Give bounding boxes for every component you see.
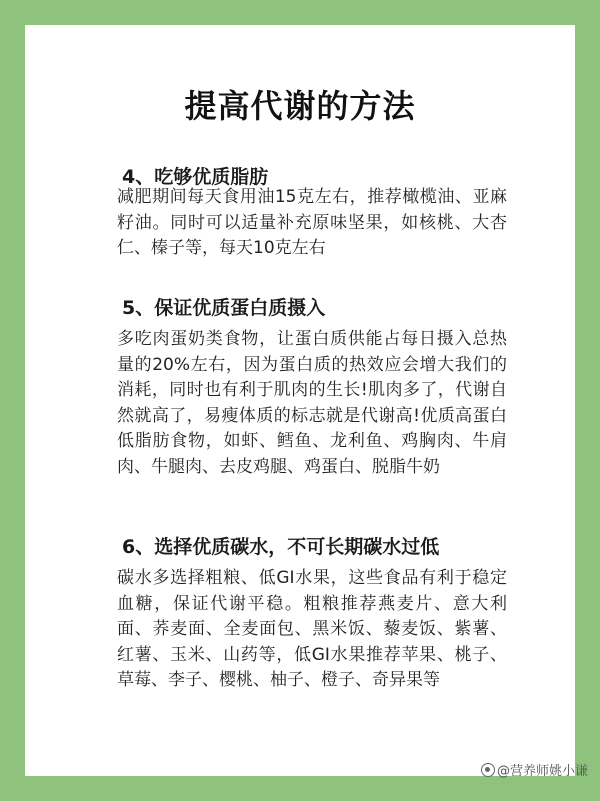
- section-heading-fat: 4、吃够优质脂肪: [122, 166, 269, 188]
- section-body-fat: 减肥期间每天食用油15克左右，推荐橄榄油、亚麻籽油。同时可以适量补充原味坚果，如核桃、大杏仁、榛子等，每天10克左右: [117, 187, 507, 258]
- section-body-carbs: 碳水多选择粗粮、低GI水果，这些食品有利于稳定血糖，保证代谢平稳。粗粮推荐燕麦片、意大利面、荞麦面、全麦面包、黑米饭、藜麦饭、紫薯、红薯、玉米、山药等，低GI水果推荐苹果、桃子、草莓、李子、樱桃、柚子、橙子、奇异果等: [117, 568, 507, 690]
- page-title: 提高代谢的方法: [184, 87, 416, 125]
- watermark: [481, 760, 588, 779]
- content-card: [25, 25, 575, 776]
- section-body-protein: 多吃肉蛋奶类食物，让蛋白质供能占每日摄入总热量的20%左右，因为蛋白质的热效应会增大我们的消耗，同时也有利于肌肉的生长!肌肉多了，代谢自然就高了，易瘦体质的标志就是代谢高!优质高蛋白低脂肪食物，如虾、鳕鱼、龙利鱼、鸡胸肉、牛肩肉、牛腿肉、去皮鸡腿、鸡蛋白、脱脂牛奶: [117, 329, 507, 477]
- watermark-text: @营养师姚小谦: [496, 764, 588, 779]
- section-heading-protein: 5、保证优质蛋白质摄入: [122, 297, 326, 319]
- section-heading-carbs: 6、选择优质碳水，不可长期碳水过低: [122, 536, 440, 558]
- watermark-logo-icon: [481, 763, 495, 777]
